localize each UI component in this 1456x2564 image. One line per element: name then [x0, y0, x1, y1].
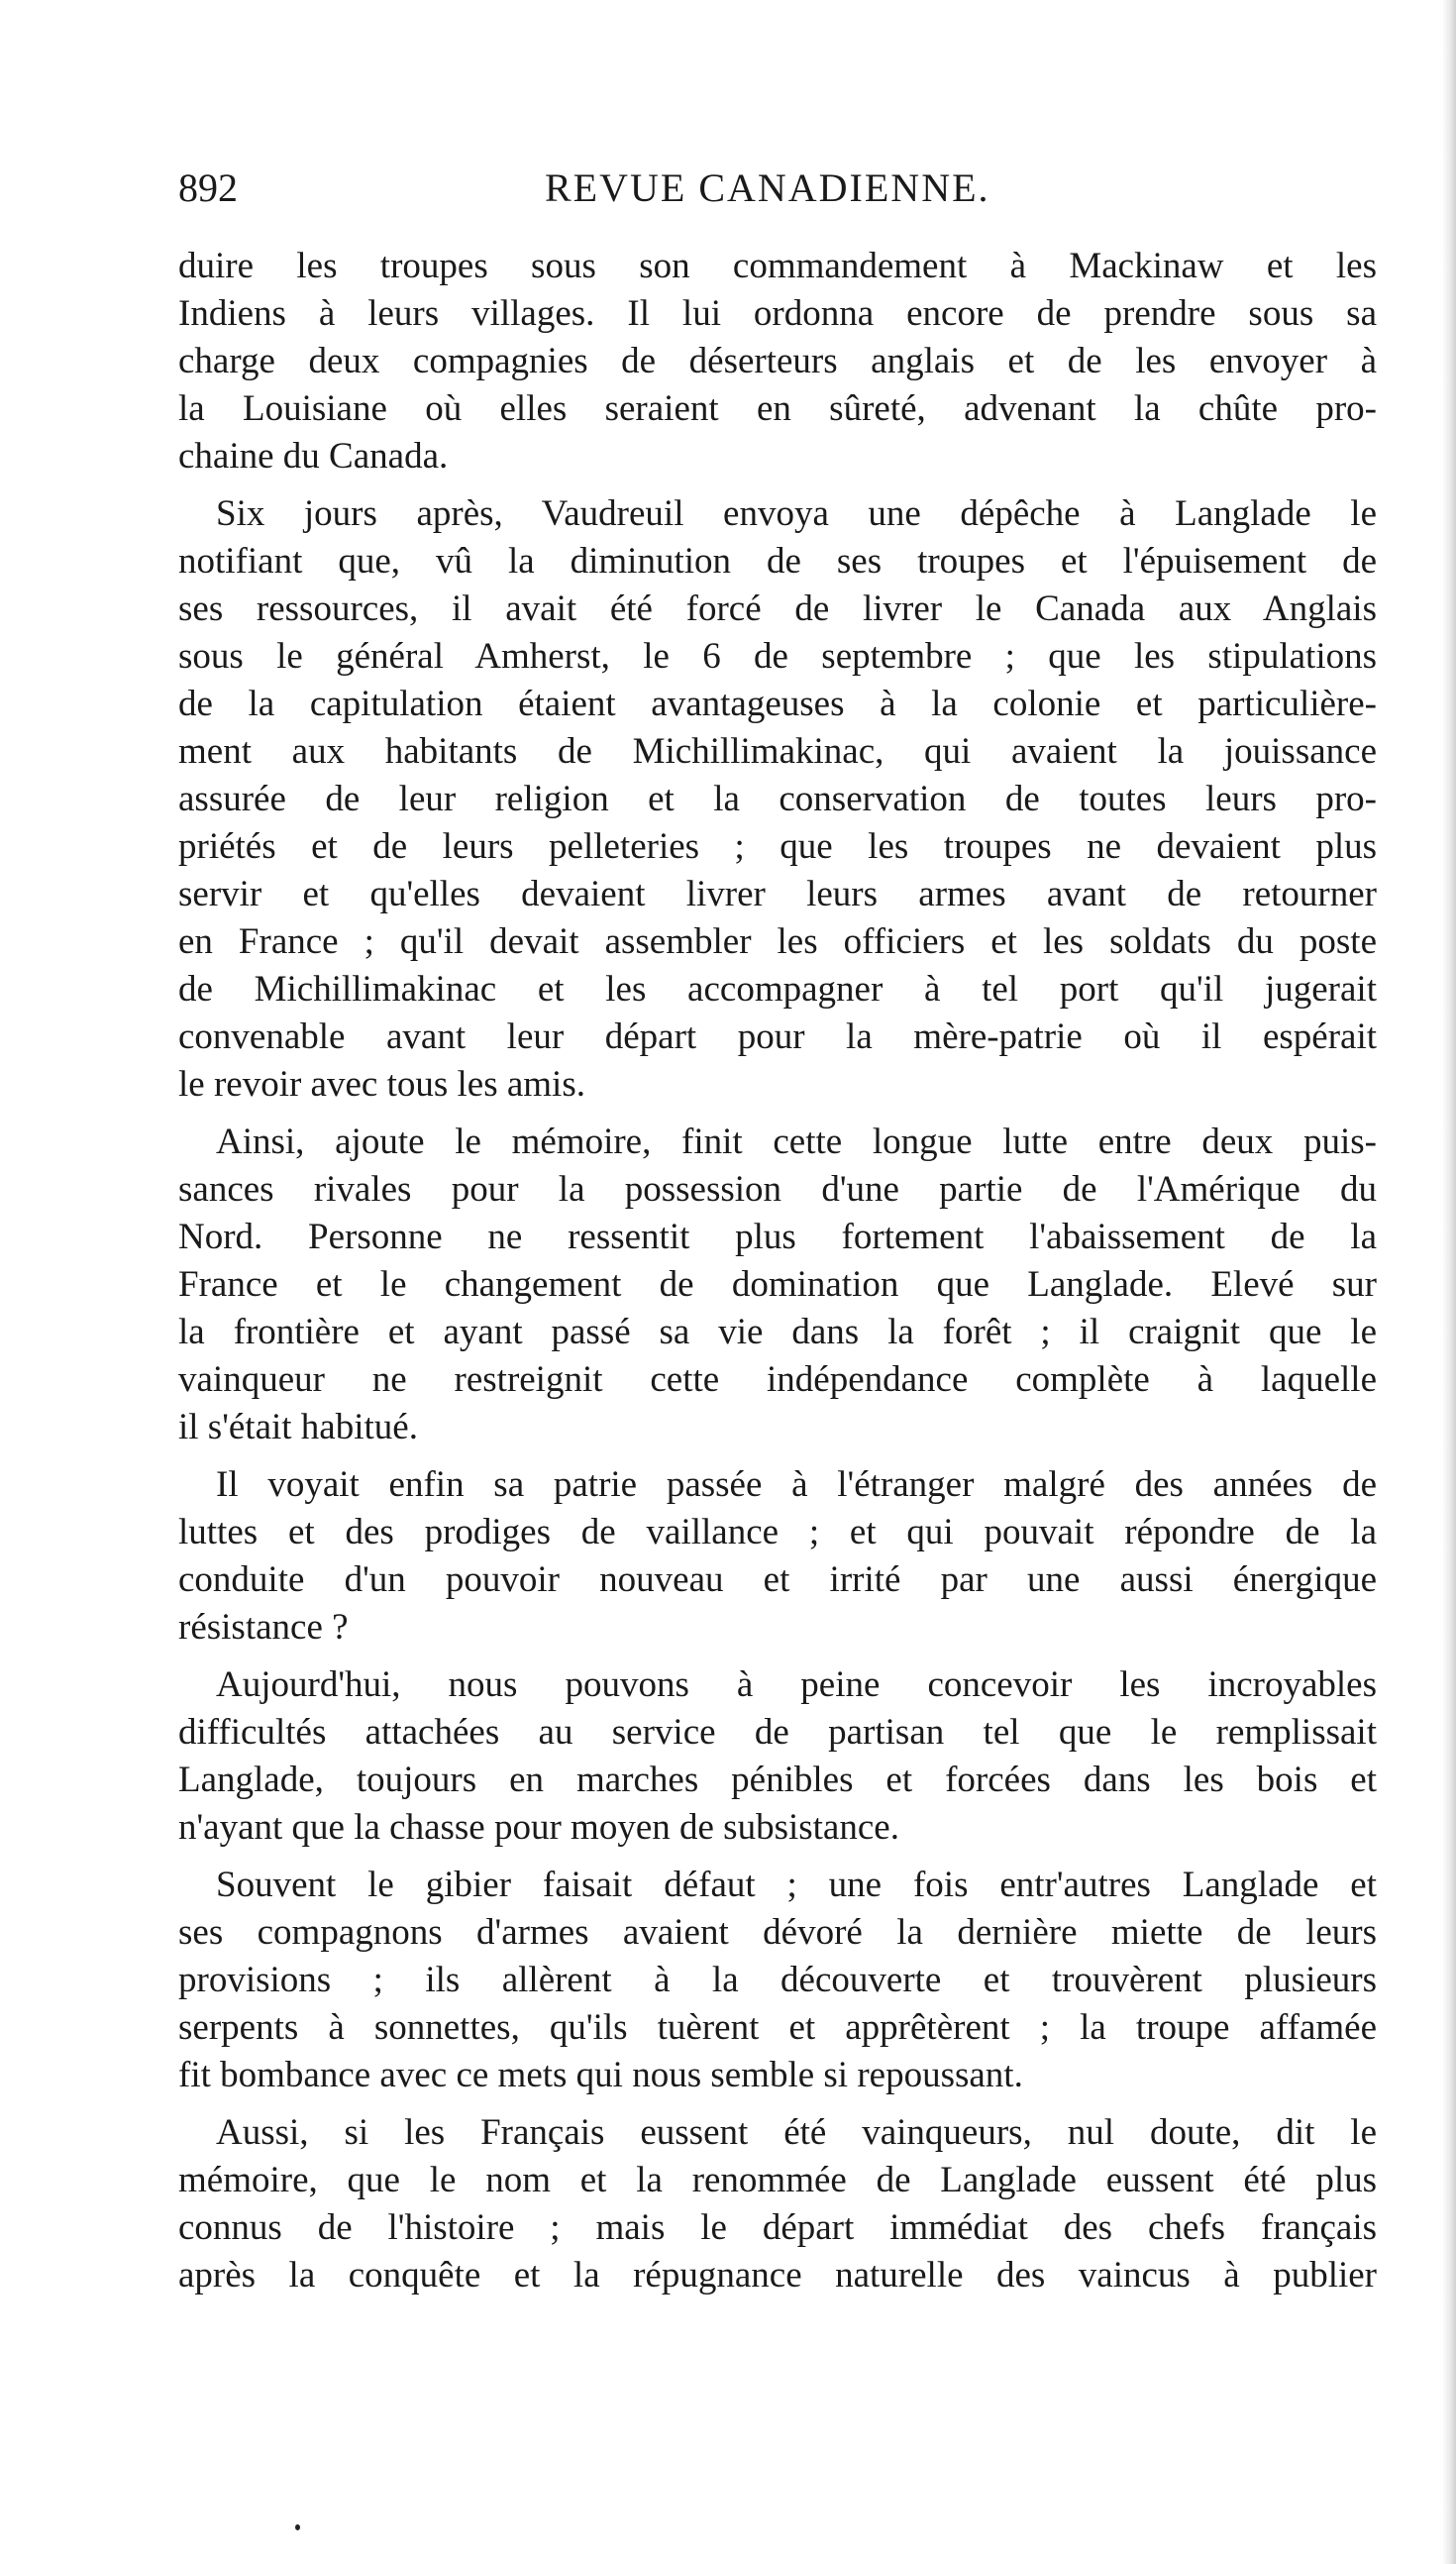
- text-line: Langlade, toujours en marches pénibles et forcées dans les bois et: [178, 1760, 1377, 1800]
- text-line: priétés et de leurs pelleteries ; que les troupes ne devaient plus: [178, 826, 1377, 867]
- text-line: vainqueur ne restreignit cette indépendance complète à laquelle: [178, 1359, 1377, 1400]
- text-line: connus de l'histoire ; mais le départ immédiat des chefs français: [178, 2207, 1377, 2248]
- text-line: après la conquête et la répugnance naturelle des vaincus à publier: [178, 2255, 1377, 2296]
- text-line: ment aux habitants de Michillimakinac, qui avaient la jouissance: [178, 731, 1377, 772]
- text-line: conduite d'un pouvoir nouveau et irrité par une aussi énergique: [178, 1559, 1377, 1600]
- text-line: convenable avant leur départ pour la mère-patrie où il espérait: [178, 1016, 1377, 1057]
- text-line: résistance ?: [178, 1607, 349, 1648]
- text-line: de Michillimakinac et les accompagner à tel port qu'il jugerait: [178, 969, 1377, 1010]
- text-line: Aussi, si les Français eussent été vainqueurs, nul doute, dit le: [216, 2112, 1377, 2153]
- text-line: fit bombance avec ce mets qui nous semble si repoussant.: [178, 2055, 1023, 2095]
- article-body: [178, 243, 1377, 2309]
- text-line: provisions ; ils allèrent à la découverte et trouvèrent plusieurs: [178, 1960, 1377, 2000]
- text-line: assurée de leur religion et la conservation de toutes leurs pro-: [178, 779, 1377, 819]
- text-line: Nord. Personne ne ressentit plus fortement l'abaissement de la: [178, 1217, 1377, 1257]
- text-line: n'ayant que la chasse pour moyen de subsistance.: [178, 1807, 899, 1848]
- text-line: le revoir avec tous les amis.: [178, 1064, 585, 1105]
- journal-title: REVUE CANADIENNE.: [545, 165, 990, 210]
- text-line: servir et qu'elles devaient livrer leurs armes avant de retourner: [178, 874, 1377, 914]
- text-line: ses ressources, il avait été forcé de livrer le Canada aux Anglais: [178, 588, 1377, 629]
- page-number: 892: [178, 165, 238, 210]
- running-head: [178, 159, 1387, 218]
- text-line: difficultés attachées au service de partisan tel que le remplissait: [178, 1712, 1377, 1753]
- text-line: sous le général Amherst, le 6 de septembre ; que les stipulations: [178, 636, 1377, 677]
- text-line: Indiens à leurs villages. Il lui ordonna encore de prendre sous sa: [178, 293, 1377, 334]
- paragraph-7: [178, 2109, 1377, 2299]
- text-line: Six jours après, Vaudreuil envoya une dépêche à Langlade le: [216, 493, 1377, 534]
- paragraph-4: [178, 1461, 1377, 1652]
- text-line: sances rivales pour la possession d'une partie de l'Amérique du: [178, 1169, 1377, 1210]
- text-line: notifiant que, vû la diminution de ses troupes et l'épuisement de: [178, 541, 1377, 582]
- text-line: en France ; qu'il devait assembler les officiers et les soldats du poste: [178, 921, 1377, 962]
- text-line: chaine du Canada.: [178, 436, 449, 477]
- text-line: charge deux compagnies de déserteurs anglais et de les envoyer à: [178, 341, 1377, 381]
- text-line: il s'était habitué.: [178, 1407, 418, 1447]
- text-line: serpents à sonnettes, qu'ils tuèrent et apprêtèrent ; la troupe affamée: [178, 2007, 1377, 2048]
- paragraph-3: [178, 1119, 1377, 1451]
- text-line: luttes et des prodiges de vaillance ; et qui pouvait répondre de la: [178, 1512, 1377, 1552]
- paragraph-6: [178, 1862, 1377, 2099]
- text-line: Aujourd'hui, nous pouvons à peine concevoir les incroyables: [216, 1664, 1377, 1705]
- paragraph-2: [178, 490, 1377, 1109]
- text-line: France et le changement de domination que Langlade. Elevé sur: [178, 1264, 1377, 1305]
- text-line: ses compagnons d'armes avaient dévoré la dernière miette de leurs: [178, 1912, 1377, 1953]
- scan-edge-shadow: [1442, 0, 1456, 2564]
- text-line: de la capitulation étaient avantageuses à la colonie et particulière-: [178, 684, 1377, 724]
- paragraph-5: [178, 1661, 1377, 1852]
- text-line: Souvent le gibier faisait défaut ; une fois entr'autres Langlade et: [216, 1865, 1377, 1905]
- text-line: Il voyait enfin sa patrie passée à l'étranger malgré des années de: [216, 1464, 1377, 1505]
- text-line: la frontière et ayant passé sa vie dans la forêt ; il craignit que le: [178, 1312, 1377, 1352]
- text-line: la Louisiane où elles seraient en sûreté, advenant la chûte pro-: [178, 388, 1377, 429]
- text-line: Ainsi, ajoute le mémoire, finit cette longue lutte entre deux puis-: [216, 1122, 1377, 1162]
- ink-speck: [295, 2524, 300, 2530]
- text-line: duire les troupes sous son commandement à Mackinaw et les: [178, 246, 1377, 286]
- text-line: mémoire, que le nom et la renommée de Langlade eussent été plus: [178, 2160, 1377, 2200]
- paragraph-1: [178, 243, 1377, 481]
